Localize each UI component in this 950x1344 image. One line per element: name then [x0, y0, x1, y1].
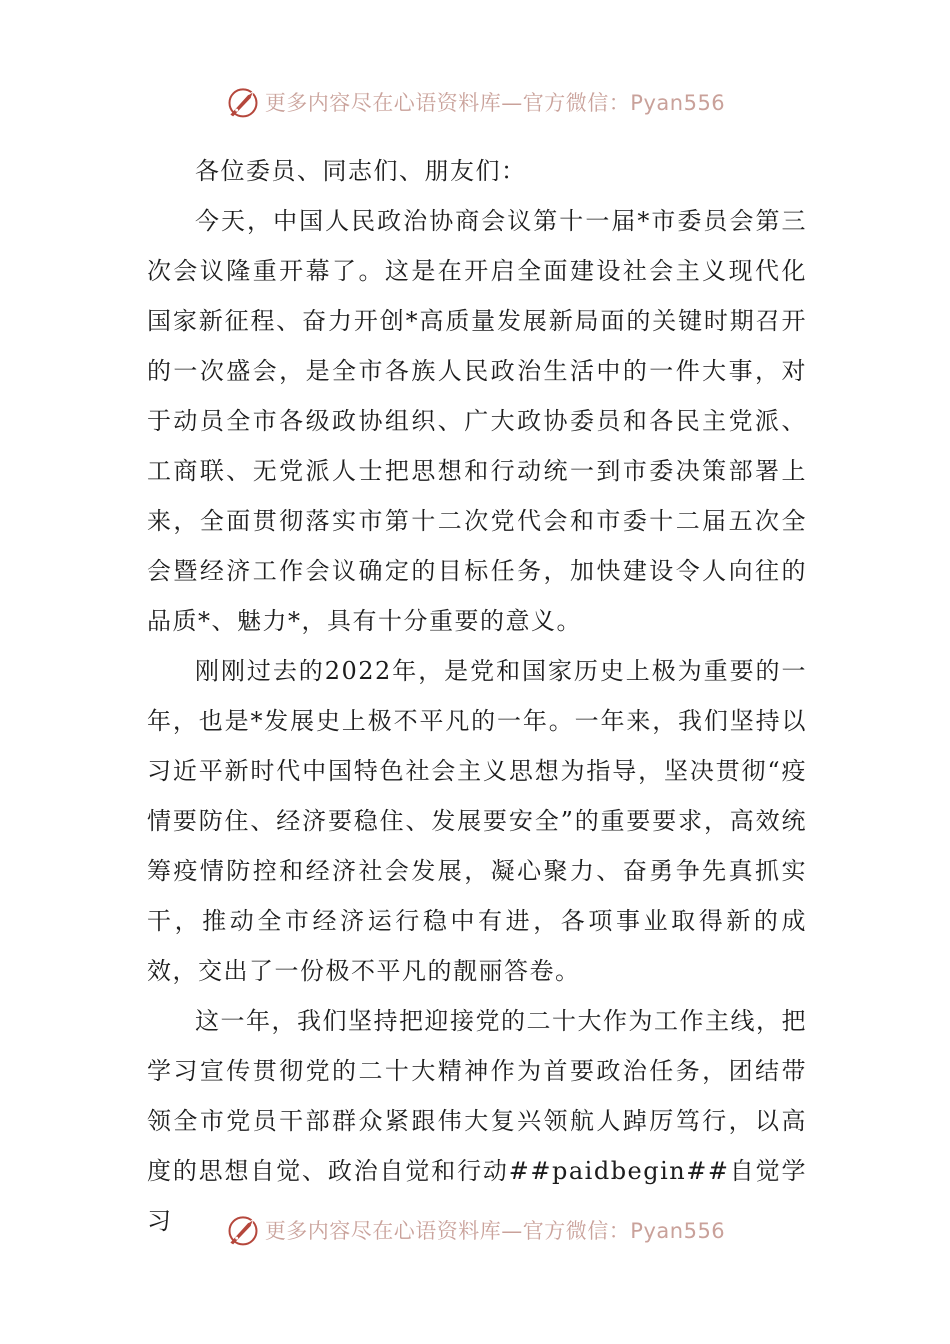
header-banner-text: 更多内容尽在心语资料库—官方微信：Pyan556: [264, 91, 726, 115]
greeting: 各位委员、同志们、朋友们：: [195, 157, 527, 185]
document-body: [147, 146, 807, 1246]
footer-banner: [0, 1210, 950, 1250]
header-banner: [0, 82, 950, 122]
paragraph: 这一年，我们坚持把迎接党的二十大作为工作主线，把学习宣传贯彻党的二十大精神作为首要政治任务，团结带领全市党员干部群众紧跟伟大复兴领航人踔厉笃行，以高度的思想自觉、政治自觉和行动##paidbegin##自觉学习: [147, 1007, 807, 1235]
paragraph: 今天，中国人民政治协商会议第十一届*市委员会第三次会议隆重开幕了。这是在开启全面建设社会主义现代化国家新征程、奋力开创*高质量发展新局面的关键时期召开的一次盛会，是全市各族人民政治生活中的一件大事，对于动员全市各级政协组织、广大政协委员和各民主党派、工商联、无党派人士把思想和行动统一到市委决策部署上来，全面贯彻落实市第十二次党代会和市委十二届五次全会暨经济工作会议确定的目标任务，加快建设令人向往的品质*、魅力*，具有十分重要的意义。: [147, 207, 807, 635]
footer-banner-text: 更多内容尽在心语资料库—官方微信：Pyan556: [264, 1219, 726, 1243]
paragraph: 刚刚过去的2022年，是党和国家历史上极为重要的一年，也是*发展史上极不平凡的一年。一年来，我们坚持以习近平新时代中国特色社会主义思想为指导，坚决贯彻“疫情要防住、经济要稳住、发展要安全”的重要要求，高效统筹疫情防控和经济社会发展，凝心聚力、奋勇争先真抓实干，推动全市经济运行稳中有进，各项事业取得新的成效，交出了一份极不平凡的靓丽答卷。: [147, 657, 807, 985]
pen-nib-logo-icon: [225, 84, 261, 120]
pen-nib-logo-icon: [225, 1212, 261, 1248]
